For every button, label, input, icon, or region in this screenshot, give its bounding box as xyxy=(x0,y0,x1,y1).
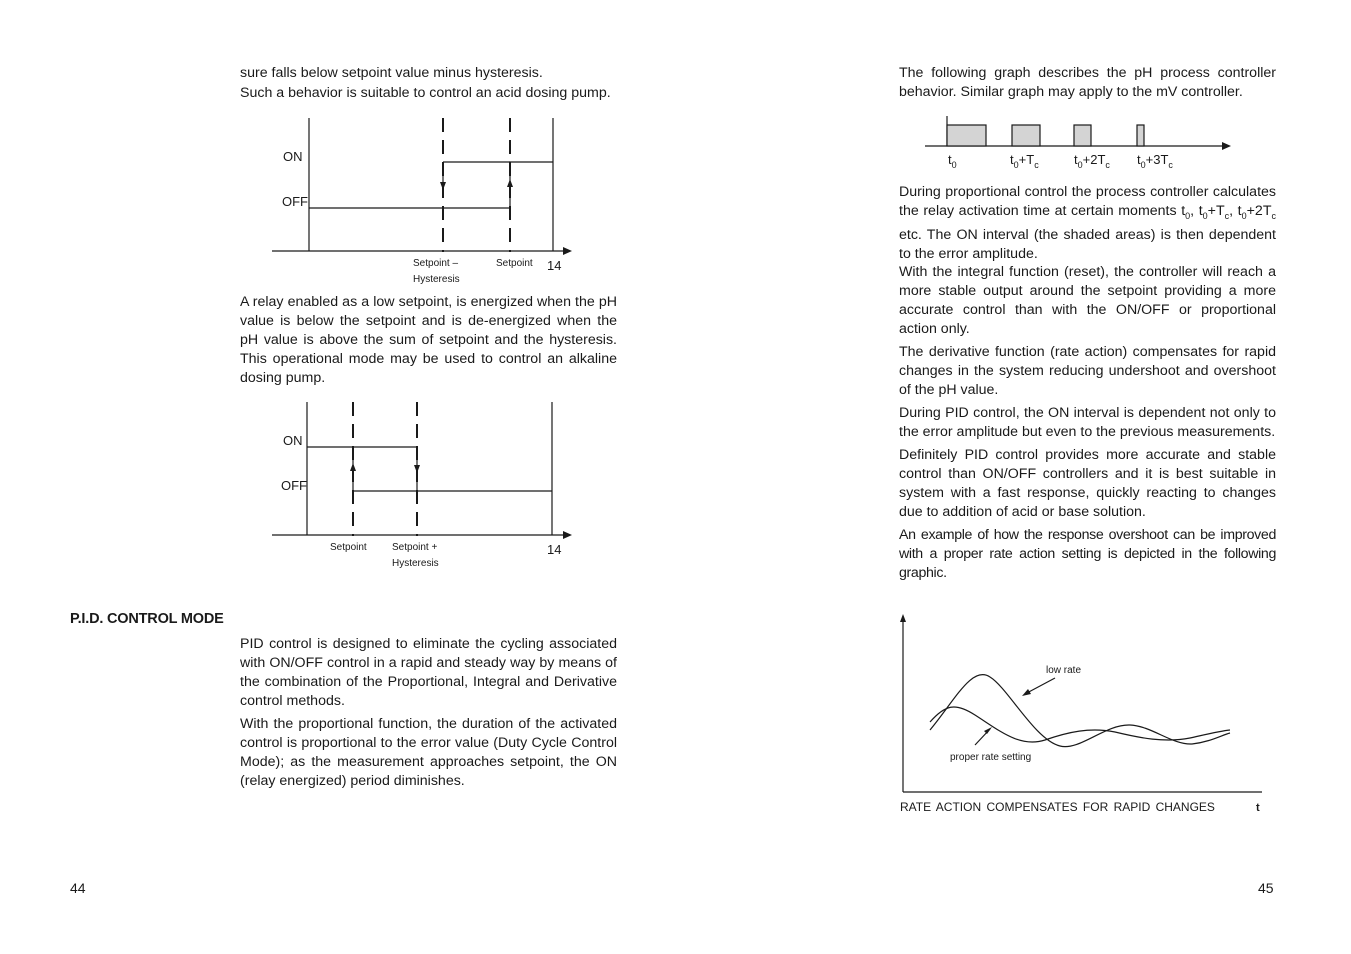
diagram1-axis-max: 14 xyxy=(547,258,562,273)
diagram2-hysteresis-label: Hysteresis xyxy=(392,558,439,569)
diagram2-setpoint-plus-label: Setpoint + xyxy=(392,542,438,553)
page-number-right: 45 xyxy=(1258,880,1274,896)
diagram1-off-label: OFF xyxy=(282,194,308,209)
para-derivative: The derivative function (rate action) compensates for rapid changes in the system reducing undershoot and overshoot of the pH value. xyxy=(899,344,1276,398)
para-low-setpoint: A relay enabled as a low setpoint, is energized when the pH value is below the setpoint and is de-energized when the pH value is above the sum of setpoint and the hysteresis. This operational mode may be used to control an alkaline dosing pump. xyxy=(240,294,617,386)
diagram1-on-label: ON xyxy=(283,149,303,164)
pulse-label-t0-3tc: $t_0+3T_c$ xyxy=(1137,152,1173,170)
diagram2-setpoint-label: Setpoint xyxy=(330,542,367,553)
rate-y-arrow xyxy=(900,614,906,622)
diagram1-x-arrow xyxy=(563,247,572,255)
diagram2-on-path xyxy=(307,447,552,491)
proper-rate-label: proper rate setting xyxy=(950,752,1032,763)
pulse-rect-2 xyxy=(1012,125,1040,146)
pulse-rect-4 xyxy=(1137,125,1144,146)
intro-line-2: Such a behavior is suitable to control an acid dosing pump. xyxy=(240,85,611,101)
para-pid-1: PID control is designed to eliminate the cycling associated with ON/OFF control in a rapid and steady way by means of the combination of the Proportional, Integral and Derivative control methods. xyxy=(240,636,617,709)
diagram1-up-arrow xyxy=(507,179,513,187)
low-rate-label: low rate xyxy=(1046,665,1082,676)
diagram1-setpoint-minus-label: Setpoint – xyxy=(413,258,459,269)
section-heading-pid: P.I.D. CONTROL MODE xyxy=(70,611,224,627)
diagram2-axis-max: 14 xyxy=(547,542,562,557)
page-number-left: 44 xyxy=(70,880,86,896)
proper-rate-pointer xyxy=(975,729,990,745)
pulse-rect-3 xyxy=(1074,125,1091,146)
diagram2-x-arrow xyxy=(563,531,572,539)
para-graph-intro: The following graph describes the pH process controller behavior. Similar graph may apply to the mV controller. xyxy=(899,65,1276,100)
para-pid-2: With the proportional function, the duration of the activated control is proportional to the error value (Duty Cycle Control Mode); as the measurement approaches setpoint, the ON (relay energized) period diminishes. xyxy=(240,716,617,789)
para-definitely: Definitely PID control provides more accurate and stable control than ON/OFF controllers and it is best suitable in system with a fast response, quickly reacting to changes due to addition of acid or base solution. xyxy=(899,447,1276,520)
diagram1-off-path xyxy=(309,162,553,208)
pulse-rect-1 xyxy=(947,125,986,146)
intro-line-1: sure falls below setpoint value minus hysteresis. xyxy=(240,65,543,81)
diagram2-off-label: OFF xyxy=(281,478,307,493)
diagram2-down-arrow xyxy=(414,465,420,473)
pulse-x-arrow xyxy=(1222,142,1231,150)
para-example: An example of how the response overshoot can be improved with a proper rate action setting is depicted in the following graphic. xyxy=(899,527,1276,581)
diagram1-setpoint-label: Setpoint xyxy=(496,258,533,269)
proper-rate-curve xyxy=(930,707,1230,742)
rate-chart-t-label: t xyxy=(1256,802,1260,814)
para-pid-control: During PID control, the ON interval is dependent not only to the error amplitude but even to the previous measurements. xyxy=(899,405,1276,440)
low-rate-curve xyxy=(930,675,1230,747)
para-proportional: During proportional control the process controller calculates the relay activation time at certain moments $t_0$, $t_0+T_c$, $t_0+2T_c$ etc. The ON interval (the shaded areas) is then dependent to the error amplitude. xyxy=(899,184,1276,262)
pulse-label-t0-tc: $t_0+T_c$ xyxy=(1010,152,1039,170)
diagram1-hysteresis-label: Hysteresis xyxy=(413,274,460,285)
pulse-label-t0: $t_0$ xyxy=(948,152,957,170)
pulse-label-t0-2tc: $t_0+2T_c$ xyxy=(1074,152,1110,170)
rate-chart-caption: RATE ACTION COMPENSATES FOR RAPID CHANGES xyxy=(900,800,1215,814)
diagram2-off-path xyxy=(353,447,417,491)
diagram2-on-label: ON xyxy=(283,433,303,448)
low-rate-pointer xyxy=(1025,678,1055,694)
diagram2-up-arrow xyxy=(350,463,356,471)
para-integral: With the integral function (reset), the controller will reach a more stable output around the setpoint providing a more accurate control than with the ON/OFF or proportional action only. xyxy=(899,264,1276,337)
diagram1-down-arrow xyxy=(440,182,446,190)
